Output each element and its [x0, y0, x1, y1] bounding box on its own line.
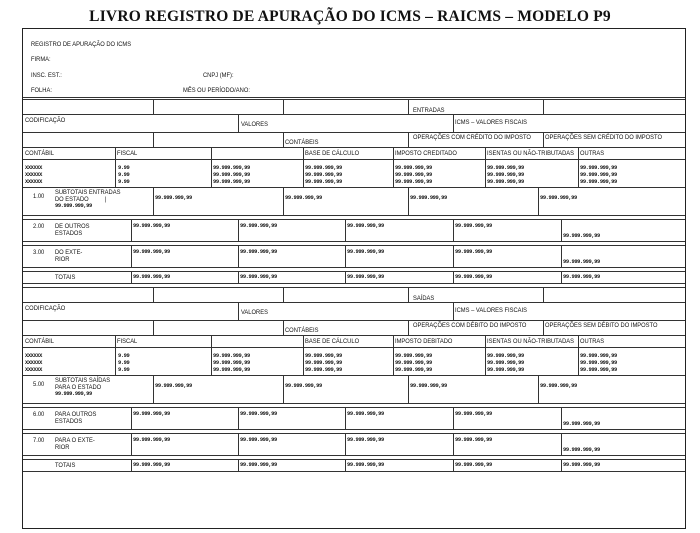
- grid-vline: [453, 433, 454, 455]
- saidas-sub-label: PARA O ESTADO: [55, 384, 102, 391]
- document-title: LIVRO REGISTRO DE APURAÇÃO DO ICMS – RAICMS – MODELO P9: [89, 8, 611, 25]
- saidas-col-isentas: ISENTAS OU NÃO-TRIBUTADAS: [487, 338, 575, 345]
- saidas-value: 99.999.999,99: [213, 360, 250, 366]
- entradas-code: XXXXXX: [25, 165, 43, 171]
- saidas-fiscal-value: 9.99: [118, 353, 130, 359]
- grid-vline: [453, 245, 454, 267]
- saidas-value: 99.999.999,99: [487, 353, 524, 359]
- grid-vline: [408, 187, 409, 215]
- header-firma: FIRMA:: [31, 56, 51, 63]
- grid-hline: [23, 433, 685, 434]
- entradas-value: 99.999.999,99: [563, 233, 600, 239]
- grid-vline: [345, 407, 346, 429]
- saidas-value: 99.999.999,99: [563, 447, 600, 453]
- entradas-value: 99.999.999,99: [487, 165, 524, 171]
- grid-hline: [23, 302, 685, 303]
- entradas-value: 99.999.999,99: [213, 172, 250, 178]
- header-folha: FOLHA:: [31, 87, 52, 94]
- entradas-value: 99.999.999,99: [410, 195, 447, 201]
- saidas-value: 99.999.999,99: [240, 462, 277, 468]
- saidas-r2-code: 6.00: [33, 411, 45, 418]
- entradas-sub-label: DO ESTADO: [55, 196, 89, 203]
- grid-vline: [345, 271, 346, 283]
- saidas-value: 99.999.999,99: [240, 437, 277, 443]
- grid-hline: [23, 267, 685, 268]
- grid-vline: [538, 187, 539, 215]
- saidas-value: 99.999.999,99: [133, 411, 170, 417]
- saidas-value: 99.999.999,99: [455, 437, 492, 443]
- grid-hline: [23, 241, 685, 242]
- entradas-value: 99.999.999,99: [133, 223, 170, 229]
- grid-vline: [345, 433, 346, 455]
- grid-hline: [23, 335, 685, 336]
- grid-vline: [408, 320, 409, 335]
- entradas-value: 99.999.999,99: [580, 165, 617, 171]
- entradas-col-contabil: CONTÁBIL: [25, 150, 54, 157]
- grid-hline: [23, 429, 685, 430]
- saidas-col-contabil: CONTÁBIL: [25, 338, 54, 345]
- grid-vline: [153, 132, 154, 147]
- saidas-value: 99.999.999,99: [213, 367, 250, 373]
- saidas-value: 99.999.999,99: [213, 353, 250, 359]
- saidas-sub-label: SUBTOTAIS SAÍDAS: [55, 377, 111, 384]
- grid-vline: [543, 287, 544, 302]
- entradas-contabeis: CONTÁBEIS: [285, 139, 319, 146]
- entradas-value: 99.999.999,99: [285, 195, 322, 201]
- saidas-code: XXXXXX: [25, 353, 43, 359]
- grid-vline: [238, 433, 239, 455]
- entradas-value: 99.999.999,99: [155, 195, 192, 201]
- grid-hline: [23, 347, 685, 348]
- grid-vline: [211, 335, 212, 375]
- saidas-value: 99.999.999,99: [55, 391, 92, 397]
- saidas-value: 99.999.999,99: [133, 462, 170, 468]
- entradas-col-base: BASE DE CÁLCULO: [305, 150, 360, 157]
- grid-vline: [408, 375, 409, 403]
- raicms-form: [22, 28, 686, 529]
- grid-vline: [115, 147, 116, 187]
- saidas-value: 99.999.999,99: [347, 462, 384, 468]
- entradas-value: 99.999.999,99: [213, 165, 250, 171]
- entradas-sub-mark: |: [105, 196, 107, 203]
- saidas-sub-code: 5.00: [33, 381, 45, 388]
- entradas-codificacao: CODIFICAÇÃO: [25, 117, 66, 124]
- grid-vline: [453, 271, 454, 283]
- entradas-value: 99.999.999,99: [305, 172, 342, 178]
- entradas-value: 99.999.999,99: [240, 249, 277, 255]
- grid-vline: [131, 407, 132, 429]
- saidas-value: 99.999.999,99: [285, 383, 322, 389]
- saidas-valores: VALORES: [241, 309, 268, 316]
- grid-vline: [543, 320, 544, 335]
- saidas-section-label: SAÍDAS: [413, 295, 435, 302]
- saidas-value: 99.999.999,99: [487, 367, 524, 373]
- entradas-r2-label: DE OUTROS: [55, 223, 90, 230]
- grid-vline: [283, 187, 284, 215]
- saidas-op-sem: OPERAÇÕES SEM DÉBITO DO IMPOSTO: [545, 322, 658, 329]
- saidas-value: 99.999.999,99: [410, 383, 447, 389]
- grid-vline: [393, 147, 394, 187]
- grid-vline: [283, 287, 284, 302]
- saidas-code: XXXXXX: [25, 367, 43, 373]
- saidas-value: 99.999.999,99: [305, 353, 342, 359]
- entradas-value: 99.999.999,99: [133, 274, 170, 280]
- saidas-value: 99.999.999,99: [395, 360, 432, 366]
- grid-vline: [453, 407, 454, 429]
- saidas-value: 99.999.999,99: [455, 462, 492, 468]
- entradas-value: 99.999.999,99: [305, 165, 342, 171]
- grid-hline: [23, 407, 685, 408]
- saidas-value: 99.999.999,99: [155, 383, 192, 389]
- entradas-value: 99.999.999,99: [395, 165, 432, 171]
- grid-hline: [23, 219, 685, 220]
- entradas-value: 99.999.999,99: [580, 179, 617, 185]
- grid-vline: [153, 187, 154, 215]
- grid-vline: [561, 219, 562, 241]
- grid-hline: [23, 375, 685, 376]
- grid-vline: [485, 147, 486, 187]
- entradas-value: 99.999.999,99: [133, 249, 170, 255]
- grid-hline: [23, 159, 685, 160]
- grid-hline: [23, 455, 685, 456]
- grid-vline: [153, 320, 154, 335]
- saidas-value: 99.999.999,99: [563, 462, 600, 468]
- saidas-value: 99.999.999,99: [487, 360, 524, 366]
- saidas-contabeis: CONTÁBEIS: [285, 327, 319, 334]
- entradas-fiscal-value: 9.99: [118, 179, 130, 185]
- grid-vline: [543, 132, 544, 147]
- grid-vline: [131, 245, 132, 267]
- grid-hline: [23, 283, 685, 284]
- entradas-value: 99.999.999,99: [487, 179, 524, 185]
- grid-hline: [23, 99, 685, 100]
- grid-vline: [211, 147, 212, 187]
- entradas-value: 99.999.999,99: [455, 249, 492, 255]
- grid-hline: [23, 287, 685, 288]
- saidas-codificacao: CODIFICAÇÃO: [25, 305, 66, 312]
- grid-vline: [238, 407, 239, 429]
- grid-vline: [453, 302, 454, 320]
- grid-hline: [23, 271, 685, 272]
- saidas-totais: TOTAIS: [55, 462, 76, 469]
- grid-vline: [538, 375, 539, 403]
- grid-vline: [283, 320, 284, 335]
- grid-vline: [578, 335, 579, 375]
- saidas-col-outras: OUTRAS: [580, 338, 605, 345]
- entradas-valores: VALORES: [241, 121, 268, 128]
- entradas-icms-header: ICMS – VALORES FISCAIS: [455, 119, 528, 126]
- grid-vline: [131, 219, 132, 241]
- saidas-value: 99.999.999,99: [347, 411, 384, 417]
- grid-vline: [345, 459, 346, 471]
- grid-hline: [23, 187, 685, 188]
- header-insc: INSC. EST.:: [31, 72, 62, 79]
- grid-vline: [453, 219, 454, 241]
- saidas-col-base: BASE DE CÁLCULO: [305, 338, 360, 345]
- grid-vline: [131, 271, 132, 283]
- saidas-r2-label: ESTADOS: [55, 418, 83, 425]
- saidas-value: 99.999.999,99: [580, 367, 617, 373]
- grid-hline: [23, 114, 685, 115]
- grid-vline: [238, 271, 239, 283]
- grid-vline: [561, 407, 562, 429]
- entradas-col-outras: OUTRAS: [580, 150, 605, 157]
- saidas-value: 99.999.999,99: [395, 353, 432, 359]
- entradas-value: 99.999.999,99: [580, 172, 617, 178]
- grid-vline: [131, 433, 132, 455]
- grid-vline: [238, 245, 239, 267]
- entradas-code: XXXXXX: [25, 179, 43, 185]
- grid-vline: [238, 219, 239, 241]
- grid-vline: [561, 245, 562, 267]
- grid-vline: [485, 335, 486, 375]
- grid-vline: [345, 245, 346, 267]
- entradas-r3-label: RIOR: [55, 256, 70, 263]
- entradas-value: 99.999.999,99: [347, 249, 384, 255]
- entradas-value: 99.999.999,99: [347, 274, 384, 280]
- entradas-value: 99.999.999,99: [455, 274, 492, 280]
- grid-vline: [238, 302, 239, 320]
- entradas-value: 99.999.999,99: [395, 172, 432, 178]
- grid-vline: [543, 99, 544, 114]
- grid-vline: [408, 132, 409, 147]
- grid-vline: [408, 99, 409, 114]
- grid-vline: [153, 375, 154, 403]
- saidas-fiscal-value: 9.99: [118, 360, 130, 366]
- header-registro: REGISTRO DE APURAÇÃO DO ICMS: [31, 41, 132, 48]
- saidas-value: 99.999.999,99: [305, 367, 342, 373]
- saidas-value: 99.999.999,99: [580, 353, 617, 359]
- entradas-value: 99.999.999,99: [395, 179, 432, 185]
- entradas-value: 99.999.999,99: [305, 179, 342, 185]
- grid-vline: [283, 99, 284, 114]
- saidas-fiscal-value: 9.99: [118, 367, 130, 373]
- entradas-col-isentas: ISENTAS OU NÃO-TRIBUTADAS: [487, 150, 575, 157]
- grid-vline: [238, 114, 239, 132]
- saidas-value: 99.999.999,99: [563, 421, 600, 427]
- grid-vline: [345, 219, 346, 241]
- entradas-value: 99.999.999,99: [240, 223, 277, 229]
- entradas-sub-label: SUBTOTAIS ENTRADAS: [55, 189, 121, 196]
- entradas-value: 99.999.999,99: [455, 223, 492, 229]
- grid-hline: [23, 320, 685, 321]
- header-mes: MÊS OU PERÍODO/ANO:: [183, 87, 250, 94]
- saidas-value: 99.999.999,99: [133, 437, 170, 443]
- saidas-r3-code: 7.00: [33, 437, 45, 444]
- entradas-code: XXXXXX: [25, 172, 43, 178]
- entradas-value: 99.999.999,99: [487, 172, 524, 178]
- grid-hline: [23, 403, 685, 404]
- grid-hline: [23, 459, 685, 460]
- entradas-sub-code: 1.00: [33, 193, 45, 200]
- saidas-col-imposto: IMPOSTO DEBITADO: [395, 338, 453, 345]
- entradas-totais: TOTAIS: [55, 274, 76, 281]
- grid-vline: [238, 459, 239, 471]
- grid-hline: [23, 471, 685, 472]
- entradas-op-sem: OPERAÇÕES SEM CRÉDITO DO IMPOSTO: [545, 134, 662, 141]
- grid-vline: [561, 433, 562, 455]
- saidas-value: 99.999.999,99: [580, 360, 617, 366]
- saidas-value: 99.999.999,99: [240, 411, 277, 417]
- grid-vline: [453, 459, 454, 471]
- grid-vline: [561, 459, 562, 471]
- grid-hline: [23, 97, 685, 98]
- saidas-value: 99.999.999,99: [540, 383, 577, 389]
- entradas-r3-code: 3.00: [33, 249, 45, 256]
- grid-vline: [453, 114, 454, 132]
- saidas-value: 99.999.999,99: [395, 367, 432, 373]
- grid-vline: [283, 132, 284, 147]
- entradas-value: 99.999.999,99: [347, 223, 384, 229]
- entradas-value: 99.999.999,99: [563, 274, 600, 280]
- saidas-icms-header: ICMS – VALORES FISCAIS: [455, 307, 528, 314]
- saidas-r3-label: RIOR: [55, 444, 70, 451]
- grid-vline: [283, 375, 284, 403]
- saidas-col-fiscal: FISCAL: [117, 338, 138, 345]
- grid-vline: [578, 147, 579, 187]
- grid-vline: [131, 459, 132, 471]
- grid-vline: [408, 287, 409, 302]
- entradas-value: 99.999.999,99: [540, 195, 577, 201]
- saidas-r3-label: PARA O EXTE-: [55, 437, 95, 444]
- entradas-fiscal-value: 9.99: [118, 165, 130, 171]
- entradas-value: 99.999.999,99: [240, 274, 277, 280]
- entradas-section-label: ENTRADAS: [413, 107, 445, 114]
- entradas-fiscal-value: 9.99: [118, 172, 130, 178]
- grid-hline: [23, 147, 685, 148]
- grid-vline: [393, 335, 394, 375]
- grid-vline: [153, 99, 154, 114]
- entradas-r2-label: ESTADOS: [55, 230, 83, 237]
- grid-vline: [153, 287, 154, 302]
- saidas-code: XXXXXX: [25, 360, 43, 366]
- grid-hline: [23, 132, 685, 133]
- saidas-value: 99.999.999,99: [347, 437, 384, 443]
- grid-vline: [303, 147, 304, 187]
- saidas-r2-label: PARA OUTROS: [55, 411, 97, 418]
- entradas-col-imposto: IMPOSTO CREDITADO: [395, 150, 457, 157]
- entradas-col-fiscal: FISCAL: [117, 150, 138, 157]
- entradas-value: 99.999.999,99: [55, 203, 92, 209]
- grid-hline: [23, 215, 685, 216]
- entradas-r2-code: 2.00: [33, 223, 45, 230]
- saidas-value: 99.999.999,99: [305, 360, 342, 366]
- header-cnpj: CNPJ (MF):: [203, 72, 234, 79]
- entradas-r3-label: DO EXTE-: [55, 249, 83, 256]
- grid-vline: [561, 271, 562, 283]
- saidas-value: 99.999.999,99: [455, 411, 492, 417]
- grid-hline: [23, 245, 685, 246]
- entradas-value: 99.999.999,99: [563, 259, 600, 265]
- entradas-value: 99.999.999,99: [213, 179, 250, 185]
- saidas-op-com: OPERAÇÕES COM DÉBITO DO IMPOSTO: [413, 322, 527, 329]
- entradas-op-com: OPERAÇÕES COM CRÉDITO DO IMPOSTO: [413, 134, 531, 141]
- grid-vline: [115, 335, 116, 375]
- grid-vline: [303, 335, 304, 375]
